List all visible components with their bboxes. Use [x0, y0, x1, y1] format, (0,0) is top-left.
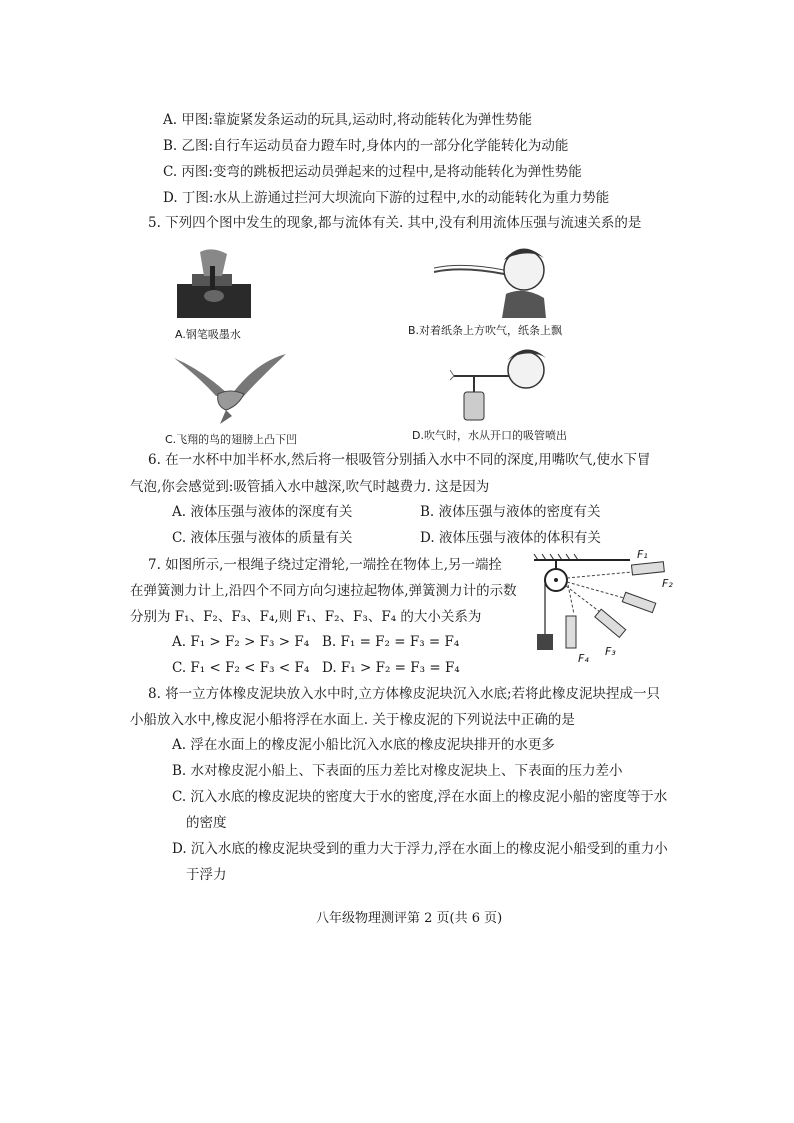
q6-option-c: C. 液体压强与液体的质量有关	[172, 530, 353, 546]
q8-option-d-line1: D. 沉入水底的橡皮泥块受到的重力大于浮力,浮在水面上的橡皮泥小船受到的重力小	[172, 841, 668, 857]
q7-option-b: B. F₁ = F₂ = F₃ = F₄	[322, 634, 460, 650]
q5-caption-c: C.飞翔的鸟的翅膀上凸下凹	[165, 433, 298, 446]
q7-label-f2: F₂	[662, 577, 673, 590]
q8-option-c-line1: C. 沉入水底的橡皮泥块的密度大于水的密度,浮在水面上的橡皮泥小船的密度等于水	[172, 789, 668, 805]
q4-option-a: A. 甲图:靠旋紧发条运动的玩具,运动时,将动能转化为弹性势能	[163, 112, 532, 128]
q7-option-a: A. F₁ > F₂ > F₃ > F₄	[172, 634, 310, 650]
q5-stem: 5. 下列四个图中发生的现象,都与流体有关. 其中,没有利用流体压强与流速关系的是	[148, 215, 642, 231]
figure-blow-paper	[432, 238, 552, 318]
q6-stem-line1: 6. 在一水杯中加半杯水,然后将一根吸管分别插入水中不同的深度,用嘴吹气,使水下冒	[148, 452, 651, 468]
q6-option-d: D. 液体压强与液体的体积有关	[420, 530, 601, 546]
figure-pen-ink	[172, 248, 254, 320]
q8-option-c-line2: 的密度	[186, 815, 227, 831]
q6-stem-line2: 气泡,你会感觉到:吸管插入水中越深,吹气时越费力. 这是因为	[130, 479, 490, 495]
q7-stem-line1: 7. 如图所示,一根绳子绕过定滑轮,一端拴在物体上,另一端拴	[148, 557, 503, 573]
figure-bird	[172, 350, 288, 426]
q7-label-f3: F₃	[605, 645, 616, 658]
q8-option-b: B. 水对橡皮泥小船上、下表面的压力差比对橡皮泥块上、下表面的压力差小	[172, 763, 623, 779]
q8-option-d-line2: 于浮力	[186, 867, 227, 883]
q6-option-a: A. 液体压强与液体的深度有关	[172, 504, 353, 520]
q7-option-d: D. F₁ > F₂ = F₃ = F₄	[322, 660, 460, 676]
q7-stem-line3: 分别为 F₁、F₂、F₃、F₄,则 F₁、F₂、F₃、F₄ 的大小关系为	[130, 609, 482, 625]
q5-caption-b: B.对着纸条上方吹气，纸条上飘	[408, 324, 563, 337]
q7-option-c: C. F₁ < F₂ < F₃ < F₄	[172, 660, 310, 676]
q4-option-b: B. 乙图:自行车运动员奋力蹬车时,身体内的一部分化学能转化为动能	[163, 138, 569, 154]
page-footer: 八年级物理测评第 2 页(共 6 页)	[316, 911, 503, 926]
q7-label-f4: F₄	[578, 652, 589, 665]
figure-blow-straw	[450, 340, 550, 422]
q7-stem-line2: 在弹簧测力计上,沿四个不同方向匀速拉起物体,弹簧测力计的示数	[130, 583, 517, 599]
q5-caption-a: A.钢笔吸墨水	[175, 328, 241, 341]
q5-caption-d: D.吹气时，水从开口的吸管喷出	[412, 429, 567, 442]
q8-stem-line1: 8. 将一立方体橡皮泥块放入水中时,立方体橡皮泥块沉入水底;若将此橡皮泥块捏成一只	[148, 686, 661, 702]
q4-option-c: C. 丙图:变弯的跳板把运动员弹起来的过程中,是将动能转化为弹性势能	[163, 164, 582, 180]
q8-stem-line2: 小船放入水中,橡皮泥小船将浮在水面上. 关于橡皮泥的下列说法中正确的是	[130, 712, 575, 728]
q8-option-a: A. 浮在水面上的橡皮泥小船比沉入水底的橡皮泥块排开的水更多	[172, 737, 555, 753]
figure-pulley	[520, 550, 670, 668]
q7-label-f1: F₁	[637, 548, 648, 561]
q6-option-b: B. 液体压强与液体的密度有关	[420, 504, 601, 520]
q4-option-d: D. 丁图:水从上游通过拦河大坝流向下游的过程中,水的动能转化为重力势能	[163, 190, 610, 206]
